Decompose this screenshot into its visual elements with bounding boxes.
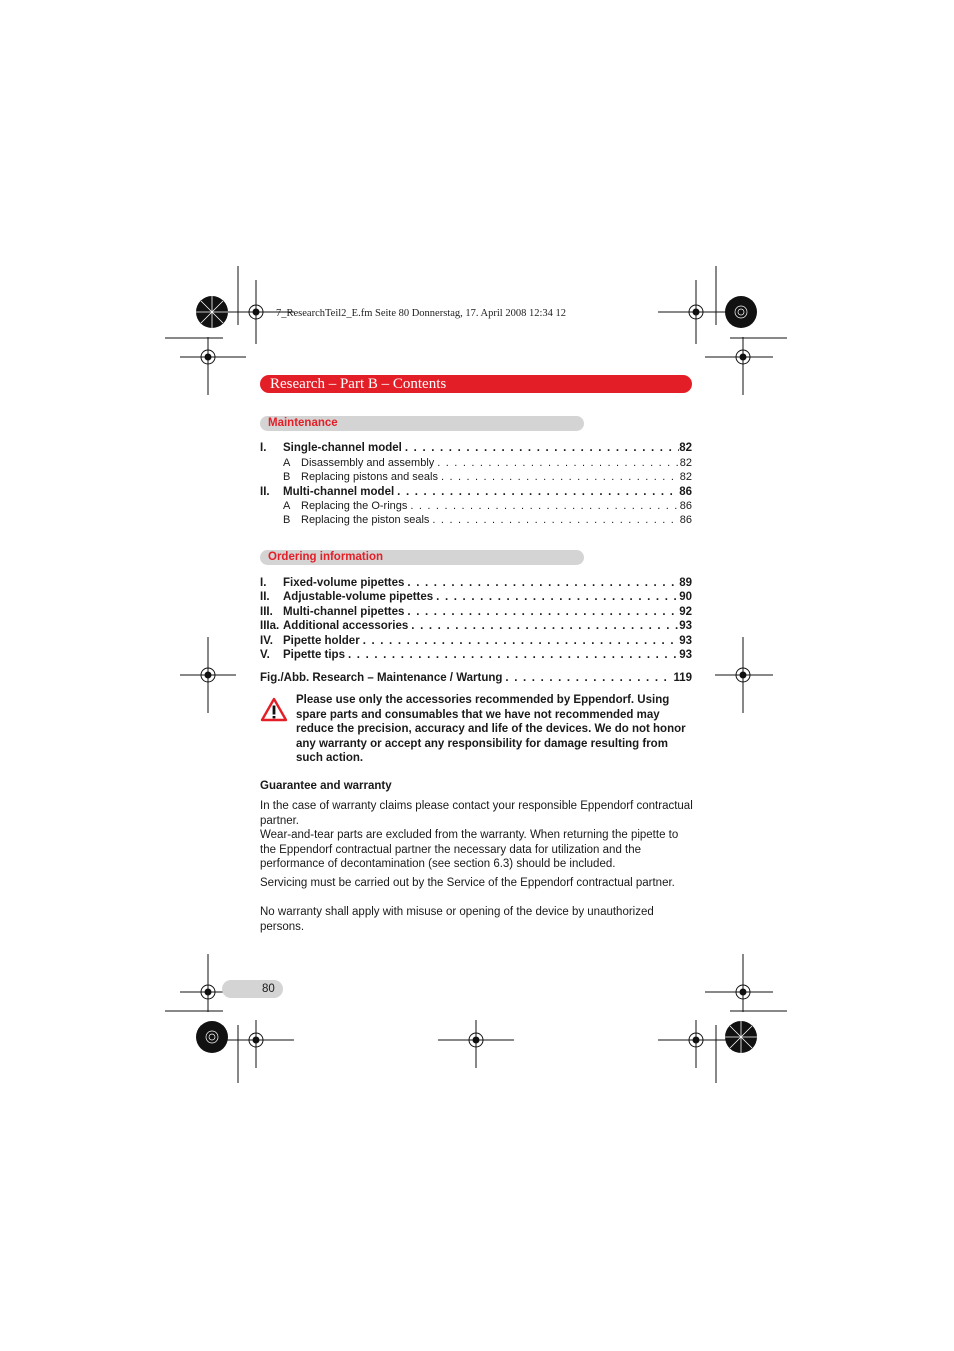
page-number: 80 (262, 983, 275, 995)
toc-leader (407, 499, 679, 513)
toc-entry (260, 634, 692, 648)
toc-leader (360, 634, 680, 648)
toc-label: Pipette holder (283, 635, 360, 647)
warning-text: Please use only the accessories recommended by Eppendorf. Using spare parts and consumables that we have not recommended may reduce the precision, accuracy and life of the devices. We do not honor any warranty or accept any responsibility for damage resulting from such action. (296, 694, 686, 765)
toc-number: II. (260, 486, 270, 498)
toc-leader (438, 470, 680, 484)
toc-label: Pipette tips (283, 649, 345, 661)
toc-number: IIIa. (260, 620, 280, 632)
print-header: 7_ResearchTeil2_E.fm Seite 80 Donnerstag, 17. April 2008 12:34 12 (276, 308, 567, 319)
toc-label: Single-channel model (283, 442, 402, 454)
guarantee-heading: Guarantee and warranty (260, 780, 392, 792)
maintenance-heading-bar (260, 416, 584, 431)
toc-leader (404, 576, 679, 590)
ordering-heading: Ordering information (268, 551, 383, 563)
toc-label: Fig./Abb. Research – Maintenance / Wartung (260, 672, 503, 684)
toc-page: 93 (679, 649, 692, 661)
toc-entry (260, 619, 692, 633)
guarantee-paragraph: In the case of warranty claims please contact your responsible Eppendorf contractual partner. (260, 800, 693, 827)
toc-leader (404, 605, 679, 619)
page-title: Research – Part B – Contents (270, 376, 447, 392)
toc-entry (260, 441, 692, 455)
guarantee-paragraph: Wear-and-tear parts are excluded from the warranty. When returning the pipette to the Eppendorf contractual partner the necessary data for utilization and the performance of decontamination (see section 6.3) should be included. (260, 829, 679, 871)
toc-entry (260, 605, 692, 619)
toc-number: B (283, 471, 291, 483)
toc-label: Disassembly and assembly (301, 457, 435, 469)
toc-leader (402, 441, 679, 455)
toc-label: Fixed-volume pipettes (283, 577, 405, 589)
toc-leader (345, 648, 679, 662)
toc-number: V. (260, 649, 270, 661)
toc-number: B (283, 514, 291, 526)
toc-entry (260, 648, 692, 662)
toc-leader (408, 619, 679, 633)
toc-label: Replacing pistons and seals (301, 471, 438, 483)
toc-page: 82 (679, 457, 692, 469)
toc-page: 93 (679, 635, 692, 647)
toc-label: Multi-channel pipettes (283, 606, 405, 618)
toc-page: 82 (679, 442, 692, 454)
toc-number: A (283, 457, 291, 469)
ordering-heading-bar (260, 550, 584, 565)
toc-page: 92 (679, 606, 692, 618)
maintenance-heading: Maintenance (268, 417, 338, 429)
title-bar (260, 375, 692, 393)
toc-page: 86 (679, 514, 692, 526)
toc-label: Replacing the piston seals (301, 514, 430, 526)
guarantee-paragraph: No warranty shall apply with misuse or opening of the device by unauthorized persons. (260, 906, 654, 933)
page-number-badge (222, 980, 283, 998)
toc-entry-figures (260, 671, 692, 685)
toc-number: II. (260, 591, 270, 603)
toc-leader (394, 485, 679, 499)
toc-page: 90 (679, 591, 692, 603)
toc-page: 86 (679, 500, 692, 512)
toc-leader (502, 671, 673, 685)
toc-leader (429, 513, 679, 527)
toc-entry (260, 590, 692, 604)
toc-label: Additional accessories (283, 620, 409, 632)
toc-entry (260, 576, 692, 590)
toc-number: I. (260, 442, 267, 454)
toc-entry (260, 499, 692, 513)
toc-entry (260, 456, 692, 470)
toc-label: Replacing the O-rings (301, 500, 408, 512)
toc-page: 89 (679, 577, 692, 589)
toc-entry (260, 485, 692, 499)
toc-number: I. (260, 577, 267, 589)
toc-leader (434, 456, 679, 470)
toc-page: 93 (679, 620, 692, 632)
toc-number: III. (260, 606, 273, 618)
toc-page: 86 (679, 486, 692, 498)
toc-page: 119 (673, 672, 692, 684)
toc-page: 82 (679, 471, 692, 483)
toc-label: Multi-channel model (283, 486, 395, 498)
toc-label: Adjustable-volume pipettes (283, 591, 434, 603)
toc-entry (260, 470, 692, 484)
toc-number: A (283, 500, 291, 512)
toc-number: IV. (260, 635, 274, 647)
guarantee-paragraph: Servicing must be carried out by the Service of the Eppendorf contractual partner. (260, 877, 675, 889)
toc-entry (260, 513, 692, 527)
toc-leader (433, 590, 679, 604)
warning-triangle-icon (260, 697, 288, 722)
